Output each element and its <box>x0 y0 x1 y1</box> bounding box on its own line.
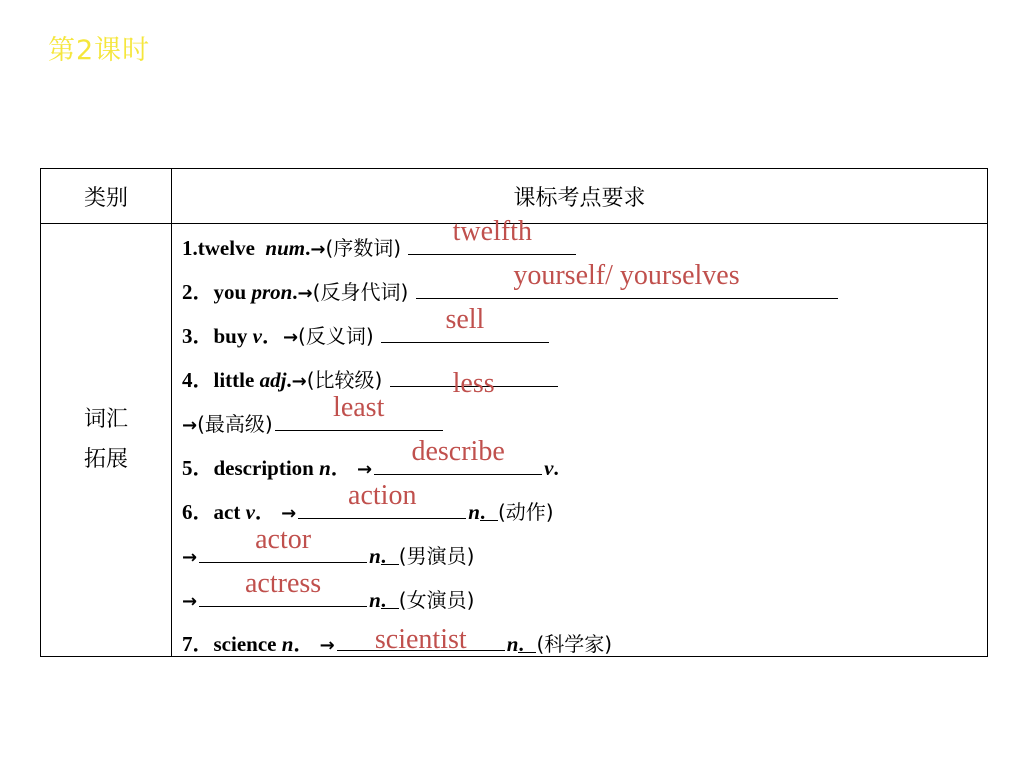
item-cn: (科学家) <box>536 632 613 656</box>
item-actor <box>182 524 475 569</box>
answer-text: less <box>452 368 495 399</box>
item-pos: pron <box>251 280 293 304</box>
item-suffix: n <box>369 588 381 612</box>
table-row <box>41 224 988 657</box>
answer-text: yourself/ yourselves <box>513 260 740 291</box>
item-suffix: n <box>506 632 519 656</box>
arrow-icon: → <box>310 239 326 260</box>
item-word: 3．buy <box>182 324 248 348</box>
answer-blank <box>275 392 443 431</box>
item-little-superlative <box>182 392 445 437</box>
answer-blank <box>381 304 549 343</box>
arrow-icon: → <box>319 635 335 656</box>
answer-blank <box>199 568 367 607</box>
item-you: 2．you pron.→(反身代词) yourself/ yourselves <box>182 276 840 306</box>
item-pos: v <box>245 500 255 524</box>
item-pos: v <box>252 324 262 348</box>
item-suffix: n <box>468 500 480 524</box>
item-cn: (男演员) <box>398 544 475 568</box>
item-cn: (比较级) <box>306 368 383 392</box>
arrow-icon: → <box>291 371 307 392</box>
header-requirements: 课标考点要求 <box>172 169 988 224</box>
answer-blank <box>199 524 367 563</box>
answer-text: actress <box>245 568 322 599</box>
item-little: 4．little adj.→(比较级) less <box>182 364 560 394</box>
item-science: 7．science n． → scientist n. (科学家) <box>182 624 613 656</box>
answer-text: describe <box>411 436 505 467</box>
answer-blank <box>337 624 505 655</box>
answer-text: action <box>348 480 417 511</box>
category-line1: 词汇 <box>83 407 128 432</box>
item-pos: n <box>319 456 331 480</box>
answer-blank: . <box>480 500 498 521</box>
answer-blank: . <box>381 588 399 609</box>
item-actress <box>182 568 475 613</box>
answer-blank <box>408 216 576 255</box>
arrow-icon: → <box>182 547 198 568</box>
content-cell <box>172 216 988 657</box>
category-cell <box>41 224 172 657</box>
arrow-icon: → <box>281 503 297 524</box>
item-twelve: 1.twelve num.→(序数词) twelfth <box>182 232 578 261</box>
vocab-table <box>40 168 988 657</box>
item-act: 6．act v． → action n. (动作) <box>182 480 554 524</box>
answer-blank <box>390 366 558 399</box>
arrow-icon: → <box>297 283 313 304</box>
answer-text: sell <box>445 304 485 335</box>
item-cn: (女演员) <box>398 588 475 612</box>
item-description: 5．description n． → describe v. <box>182 436 559 480</box>
answer-blank: . <box>518 632 536 653</box>
item-word: 7．science <box>182 632 277 656</box>
answer-blank <box>374 436 542 475</box>
item-cn: (反身代词) <box>312 280 409 304</box>
lesson-title: 第2课时 <box>48 35 151 66</box>
arrow-icon: → <box>282 327 299 348</box>
answer-blank <box>298 480 466 519</box>
item-word: 2．you <box>182 280 247 304</box>
category-line2: 拓展 <box>83 447 128 472</box>
arrow-icon: → <box>357 459 373 480</box>
item-suffix: v <box>544 456 554 480</box>
header-category: 类别 <box>41 169 172 224</box>
item-cn: (反义词) <box>298 324 374 348</box>
item-word: 1.twelve <box>182 236 255 260</box>
item-word: 6．act <box>182 500 241 524</box>
item-cn: (动作) <box>497 500 554 524</box>
item-suffix: n <box>369 544 381 568</box>
item-pos: num <box>265 236 306 260</box>
answer-text: twelfth <box>452 216 532 247</box>
answer-text: actor <box>255 524 312 555</box>
item-pos: adj <box>259 368 287 392</box>
arrow-icon: → <box>182 415 198 436</box>
answer-text: least <box>333 392 385 423</box>
answer-blank: . <box>381 544 399 565</box>
item-word: 5．description <box>182 456 314 480</box>
item-word: 4．little <box>182 368 255 392</box>
arrow-icon: → <box>182 591 198 612</box>
item-pos: n <box>281 632 294 656</box>
answer-text: scientist <box>374 624 467 655</box>
item-cn: (最高级) <box>197 412 273 436</box>
item-cn: (序数词) <box>325 236 402 260</box>
item-buy: 3．buy v．→(反义词) sell <box>182 320 551 350</box>
